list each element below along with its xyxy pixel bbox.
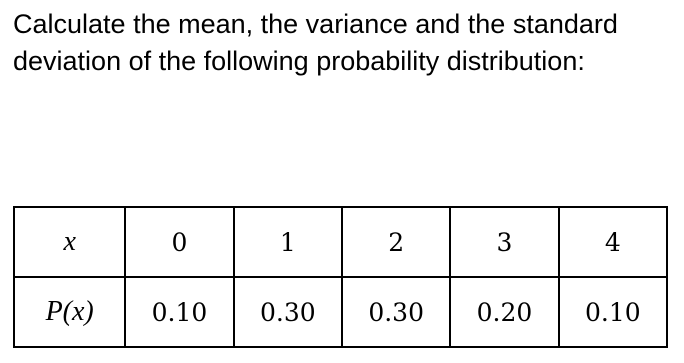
- row-header-x: x: [14, 207, 125, 277]
- probability-distribution-table: [13, 206, 668, 348]
- table-cell-x-value: 2: [342, 207, 450, 277]
- table-cell-probability: 0.10: [559, 277, 667, 347]
- table-row-x: [14, 207, 667, 277]
- table-cell-x-value: 1: [234, 207, 342, 277]
- question-text: Calculate the mean, the variance and the standard deviation of the following probability distribution:: [13, 9, 618, 76]
- table-cell-probability: 0.10: [125, 277, 233, 347]
- table-cell-probability: 0.20: [450, 277, 558, 347]
- table-row-probability: [14, 277, 667, 347]
- table-cell-x-value: 3: [450, 207, 558, 277]
- table-cell-probability: 0.30: [342, 277, 450, 347]
- table-cell-x-value: 4: [559, 207, 667, 277]
- table-cell-x-value: 0: [125, 207, 233, 277]
- table-cell-probability: 0.30: [234, 277, 342, 347]
- row-header-probability: P(x): [14, 277, 125, 347]
